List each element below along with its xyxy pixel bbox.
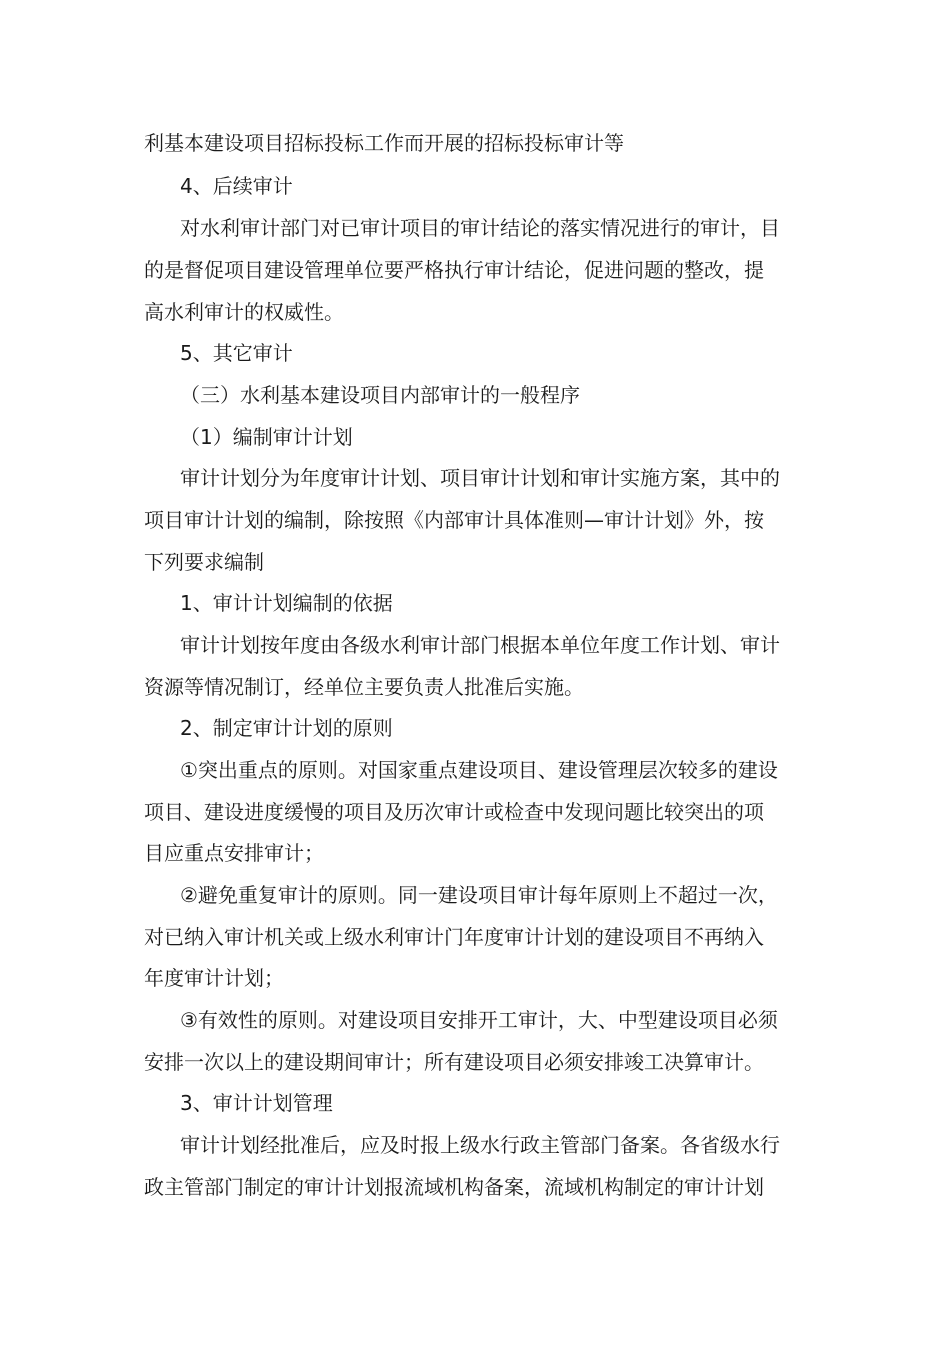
- text-line: 项目审计计划的编制，除按照《内部审计具体准则—审计计划》外，按: [144, 508, 764, 532]
- text-line: 项目、建设进度缓慢的项目及历次审计或检查中发现问题比较突出的项: [144, 800, 764, 824]
- text-line: 利基本建设项目招标投标工作而开展的招标投标审计等: [144, 131, 624, 155]
- text-line: 安排一次以上的建设期间审计；所有建设项目必须安排竣工决算审计。: [144, 1050, 764, 1074]
- text-line: 政主管部门制定的审计计划报流域机构备案，流域机构制定的审计计划: [144, 1175, 764, 1199]
- section-heading: 1、审计计划编制的依据: [180, 591, 393, 615]
- text-line: ①突出重点的原则。对国家重点建设项目、建设管理层次较多的建设: [180, 758, 778, 782]
- section-heading: 4、后续审计: [180, 174, 293, 198]
- text-line: ②避免重复审计的原则。同一建设项目审计每年原则上不超过一次，: [180, 883, 778, 907]
- text-line: ③有效性的原则。对建设项目安排开工审计，大、中型建设项目必须: [180, 1008, 778, 1032]
- text-line: 审计计划按年度由各级水利审计部门根据本单位年度工作计划、审计: [180, 633, 780, 657]
- section-heading: （三）水利基本建设项目内部审计的一般程序: [180, 383, 580, 407]
- text-line: 资源等情况制订，经单位主要负责人批准后实施。: [144, 675, 584, 699]
- text-line: 对水利审计部门对已审计项目的审计结论的落实情况进行的审计，目: [180, 216, 780, 240]
- text-line: 高水利审计的权威性。: [144, 300, 344, 324]
- text-line: 审计计划分为年度审计计划、项目审计计划和审计实施方案，其中的: [180, 466, 780, 490]
- text-line: 审计计划经批准后，应及时报上级水行政主管部门备案。各省级水行: [180, 1133, 780, 1157]
- text-line: 的是督促项目建设管理单位要严格执行审计结论，促进问题的整改，提: [144, 258, 764, 282]
- section-heading: （1）编制审计计划: [180, 425, 353, 449]
- section-heading: 5、其它审计: [180, 341, 293, 365]
- text-line: 年度审计计划；: [144, 966, 284, 990]
- text-line: 目应重点安排审计；: [144, 841, 324, 865]
- text-line: 下列要求编制: [144, 550, 264, 574]
- text-line: 对已纳入审计机关或上级水利审计门年度审计计划的建设项目不再纳入: [144, 925, 764, 949]
- section-heading: 2、制定审计计划的原则: [180, 716, 393, 740]
- section-heading: 3、审计计划管理: [180, 1091, 333, 1115]
